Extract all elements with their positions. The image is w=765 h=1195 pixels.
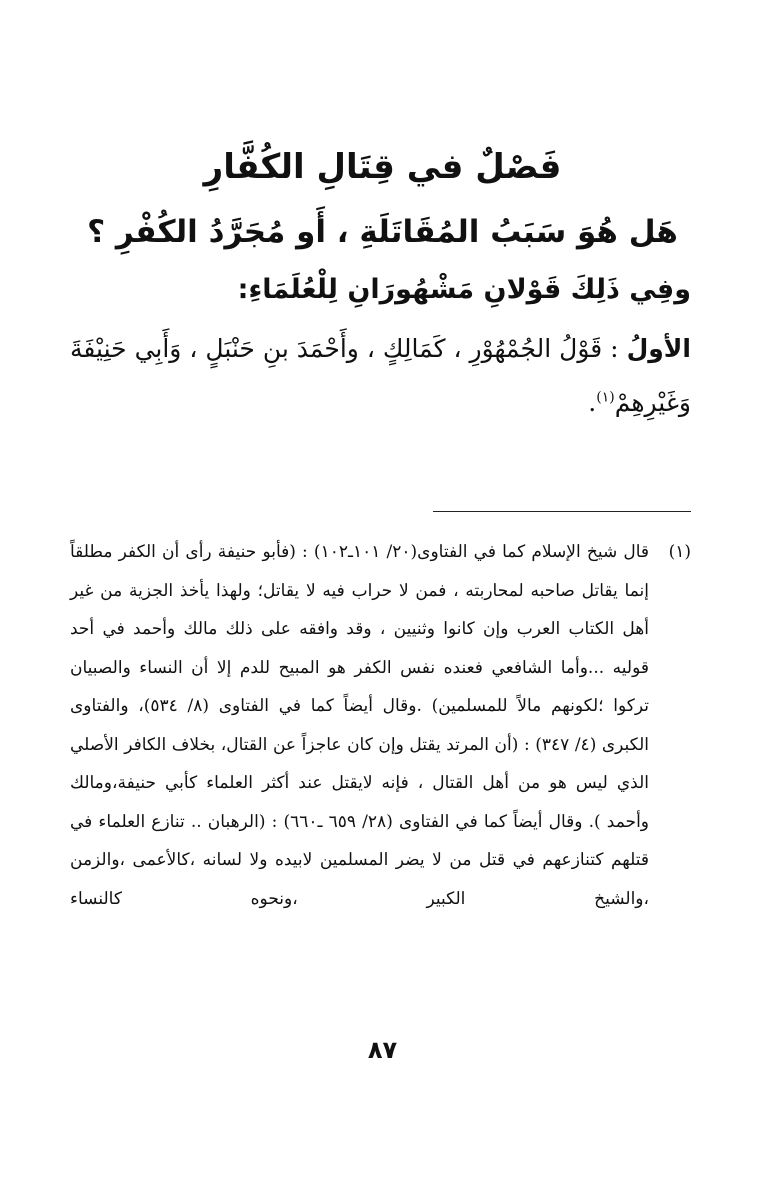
section-intro: وفِي ذَلِكَ قَوْلانِ مَشْهُورَانِ لِلْعُلَمَاءِ: (237, 274, 691, 305)
footnote-text: قال شيخ الإسلام كما في الفتاوى(٢٠/ ١٠١ـ١٠٢) : (فأبو حنيفة رأى أن الكفر مطلقاً إنما يقاتل صاحبه لمحاربته ، فمن لا حراب فيه لا يقاتل؛ ولهذا يأخذ الجزية من غير أهل الكتاب العرب وإن كانوا وثنيين ، وقد وافقه على ذلك مالك وأحمد في أحد قوليه ...وأما الشافعي فعنده نفس الكفر هو المبيح للدم إلا أن النساء والصبيان تركوا ؛لكونهم مالاً للمسلمين) .وقال أيضاً كما في الفتاوى (٨/ ٥٣٤)، والفتاوى الكبرى (٤/ ٣٤٧) : (أن المرتد يقتل وإن كان عاجزاً عن القتال، بخلاف الكافر الأصلي الذي ليس هو من أهل القتال ، فإنه لايقتل عند أكثر العلماء كأبي حنيفة،ومالك وأحمد ). وقال أيضاً كما في الفتاوى (٢٨/ ٦٥٩ ـ٦٦٠) : (الرهبان .. تنازع العلماء في قتلهم كتنازعهم في قتل من لا يضر المسلمين لابيده ولا لسانه ،كالأعمى ،والزمن ،والشيخ الكبير ،ونحوه كالنساء (70, 542, 650, 909)
chapter-subtitle: هَل هُوَ سَبَبُ المُقَاتَلَةِ ، أَو مُجَرَّدُ الكُفْرِ ؟ (87, 214, 678, 250)
footnote (70, 533, 691, 918)
paragraph-end: . (588, 388, 597, 417)
body-paragraph (70, 322, 691, 430)
paragraph-lead: الأولُ (626, 334, 691, 363)
footnote-reference: (١) (596, 389, 615, 406)
paragraph-text: : قَوْلُ الجُمْهُوْرِ ، كَمَالِكٍ ، وأَحْمَدَ بنِ حَنْبَلٍ ، وَأَبِي حَنِيْفَةَ وَغَيْرِهِمْ (70, 334, 691, 417)
chapter-title: فَصْلٌ في قِتَالِ الكُفَّارِ (203, 147, 562, 187)
footnote-number: (١) (668, 542, 691, 562)
page-number: ٨٧ (367, 1036, 398, 1064)
footnote-divider (433, 511, 691, 512)
